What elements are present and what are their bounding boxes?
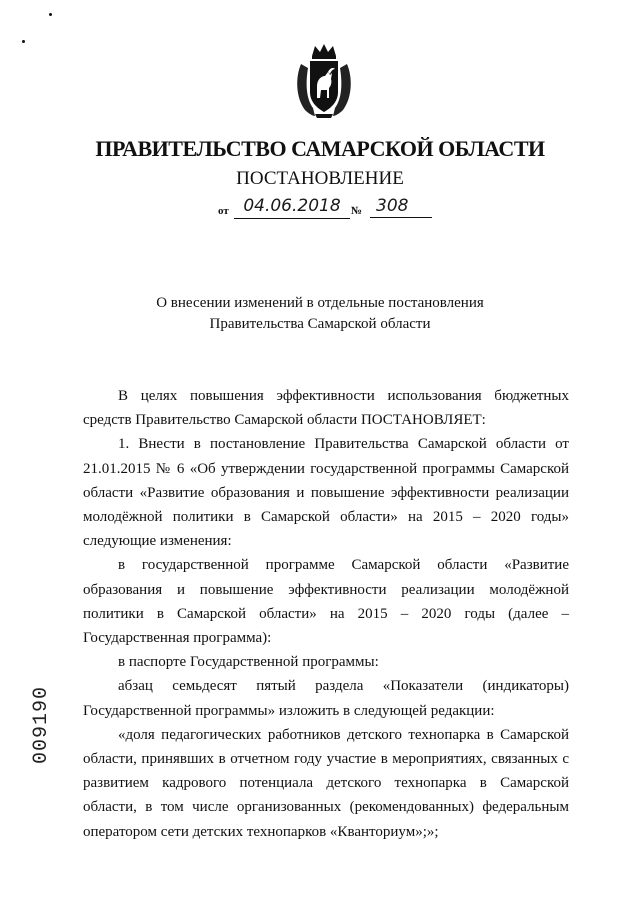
number-prefix: № [351,205,363,217]
government-title: ПРАВИТЕЛЬСТВО САМАРСКОЙ ОБЛАСТИ [95,136,545,161]
handwritten-date: 04.06.2018 [234,196,350,219]
subject-line: Правительства Самарской области [209,316,431,332]
body-paragraph: 1. Внести в постановление Правительства Самарской области от 21.01.2015 № 6 «Об утверждении государственной программы Самарской области «Развитие образования и повышение эффективности реализации молодёжной политики в Самарской области» на 2015 – 2020 годы» следующие изменения: [83,436,569,550]
body-paragraph: «доля педагогических работников детского технопарка в Самарской области, принявших в отчетном году участие в мероприятиях, связанных с развитием кадрового потенциала детского технопарка в Самарской области, в том числе организованных (рекомендованных) федеральным оператором сети детских технопарков «Кванториум»;»; [83,726,569,840]
body-paragraph: В целях повышения эффективности использования бюджетных средств Правительство Самарской области ПОСТАНОВЛЯЕТ: [83,388,569,429]
date-number-line [218,196,438,222]
date-prefix: от [218,205,229,217]
samara-region-coat-of-arms-icon [293,42,355,120]
body-paragraph: в паспорте Государственной программы: [118,654,379,671]
scan-mark-dot [22,40,25,43]
scan-mark-dot [49,13,52,16]
body-paragraph: абзац семьдесят пятый раздела «Показатели (индикаторы) Государственной программы» изложить в следующей редакции: [83,678,569,719]
subject-line: О внесении изменений в отдельные постановления [156,295,484,311]
margin-stamp-number: 009190 [30,685,53,764]
handwritten-number: 308 [370,196,432,218]
document-type: ПОСТАНОВЛЕНИЕ [236,168,404,189]
body-paragraph: в государственной программе Самарской области «Развитие образования и повышение эффективности реализации молодёжной политики в Самарской области» на 2015 – 2020 годы (далее – Государственная программа): [83,557,569,647]
document-body [83,384,569,844]
document-subject [0,293,640,335]
